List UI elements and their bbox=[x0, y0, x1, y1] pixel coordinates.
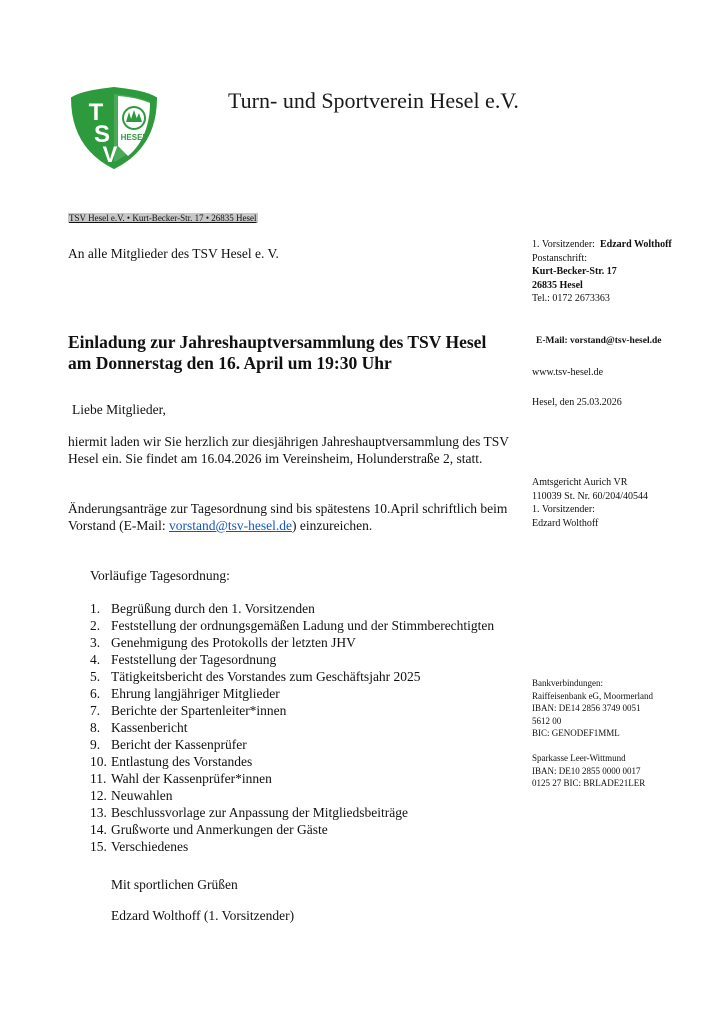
agenda-item-number: 14. bbox=[90, 822, 107, 837]
sidebar-contact bbox=[532, 238, 712, 306]
closing-phrase: Mit sportlichen Grüßen bbox=[111, 877, 238, 892]
tsv-shield-icon bbox=[68, 86, 160, 170]
bank-line: 5612 00 bbox=[532, 715, 562, 726]
agenda-item bbox=[90, 838, 494, 855]
bank-line: Bankverbindungen: bbox=[532, 678, 603, 688]
registry-line: 110039 St. Nr. 60/204/40544 bbox=[532, 490, 649, 502]
agenda-item bbox=[90, 719, 494, 736]
agenda-item bbox=[90, 702, 494, 719]
agenda-item-text: Verschiedenes bbox=[111, 839, 189, 854]
sidebar-bank-1 bbox=[532, 677, 712, 740]
agenda-item-text: Entlastung des Vorstandes bbox=[111, 754, 253, 769]
headline-line-2: am Donnerstag den 16. April um 19:30 Uhr bbox=[68, 353, 392, 373]
sidebar-bank-2 bbox=[532, 752, 712, 790]
agenda-item bbox=[90, 804, 494, 821]
registry-line: 1. Vorsitzender: bbox=[532, 504, 595, 515]
bank-line: IBAN: DE14 2856 3749 0051 bbox=[532, 703, 641, 713]
salutation: Liebe Mitglieder, bbox=[72, 402, 166, 417]
agenda-item-text: Beschlussvorlage zur Anpassung der Mitgliedsbeiträge bbox=[111, 805, 408, 820]
agenda-item-number: 8. bbox=[90, 720, 101, 735]
agenda-item-text: Kassenbericht bbox=[111, 720, 188, 735]
agenda-item-number: 12. bbox=[90, 788, 107, 803]
agenda-item-text: Genehmigung des Protokolls der letzten JHV bbox=[111, 635, 356, 650]
amendment-paragraph bbox=[68, 500, 518, 534]
postal-label: Postanschrift: bbox=[532, 252, 587, 264]
postal-street: Kurt-Becker-Str. 17 bbox=[532, 266, 617, 277]
agenda-item-number: 13. bbox=[90, 805, 107, 820]
agenda-item bbox=[90, 753, 494, 770]
email-link[interactable]: vorstand@tsv-hesel.de bbox=[169, 518, 293, 533]
bank-line: Sparkasse Leer-Wittmund bbox=[532, 753, 626, 763]
agenda-list bbox=[90, 600, 494, 855]
bank-line: Raiffeisenbank eG, Moormerland bbox=[532, 690, 654, 701]
agenda-item-text: Bericht der Kassenprüfer bbox=[111, 737, 247, 752]
chair-line bbox=[532, 238, 712, 252]
bank-line: IBAN: DE10 2855 0000 0017 bbox=[532, 765, 641, 776]
agenda-item-number: 11. bbox=[90, 771, 107, 786]
agenda-item bbox=[90, 821, 494, 838]
letter-date: Hesel, den 25.03.2026 bbox=[532, 397, 622, 408]
agenda-item-text: Feststellung der ordnungsgemäßen Ladung und der Stimmberechtigten bbox=[111, 618, 495, 633]
sidebar-website: www.tsv-hesel.de bbox=[532, 367, 604, 378]
agenda-item-text: Feststellung der Tagesordnung bbox=[111, 652, 277, 667]
agenda-item bbox=[90, 651, 494, 668]
agenda-title: Vorläufige Tagesordnung: bbox=[90, 568, 230, 583]
agenda-item-number: 3. bbox=[90, 635, 101, 650]
sidebar-email: E-Mail: vorstand@tsv-hesel.de bbox=[536, 336, 662, 346]
agenda-item bbox=[90, 685, 494, 702]
agenda-item-text: Grußworte und Anmerkungen der Gäste bbox=[111, 822, 328, 837]
agenda-item-text: Tätigkeitsbericht des Vorstandes zum Geschäftsjahr 2025 bbox=[111, 669, 421, 684]
sidebar-registry bbox=[532, 476, 712, 530]
phone-number: Tel.: 0172 2673363 bbox=[532, 293, 610, 304]
agenda-item-text: Wahl der Kassenprüfer*innen bbox=[111, 771, 272, 786]
chair-name: Edzard Wolthoff bbox=[599, 239, 672, 250]
agenda-item-number: 1. bbox=[90, 601, 101, 616]
signature: Edzard Wolthoff (1. Vorsitzender) bbox=[111, 908, 295, 923]
agenda-item-text: Neuwahlen bbox=[111, 788, 173, 803]
svg-text:T: T bbox=[88, 99, 104, 126]
letter-headline bbox=[68, 332, 486, 374]
svg-text:S: S bbox=[93, 121, 111, 148]
headline-line-1: Einladung zur Jahreshauptversammlung des TSV Hesel bbox=[68, 332, 487, 352]
club-logo bbox=[68, 86, 160, 170]
invitation-paragraph: hiermit laden wir Sie herzlich zur diesjährigen Jahreshauptversammlung des TSV Hesel ein. Sie findet am 16.04.2026 im Vereinsheim, Holunderstraße 2, statt. bbox=[68, 434, 509, 466]
agenda-item bbox=[90, 770, 494, 787]
svg-text:HESEL: HESEL bbox=[120, 133, 148, 142]
agenda-item-text: Berichte der Spartenleiter*innen bbox=[111, 703, 287, 718]
agenda-item-number: 10. bbox=[90, 754, 107, 769]
chair-label: 1. Vorsitzender: bbox=[532, 239, 595, 250]
agenda-item bbox=[90, 787, 494, 804]
agenda-item-number: 7. bbox=[90, 703, 101, 718]
sender-address-line: TSV Hesel e.V. • Kurt-Becker-Str. 17 • 26835 Hesel bbox=[69, 213, 257, 223]
postal-city: 26835 Hesel bbox=[532, 279, 583, 291]
agenda-item bbox=[90, 634, 494, 651]
agenda-item-text: Begrüßung durch den 1. Vorsitzenden bbox=[111, 601, 315, 616]
agenda-item-number: 15. bbox=[90, 839, 107, 854]
agenda-item-number: 9. bbox=[90, 737, 101, 752]
svg-text:V: V bbox=[102, 142, 118, 167]
agenda-item-number: 6. bbox=[90, 686, 101, 701]
amendment-text-end: ) einzureichen. bbox=[292, 518, 373, 533]
bank-line: 0125 27 BIC: BRLADE21LER bbox=[532, 778, 646, 788]
registry-line: Edzard Wolthoff bbox=[532, 517, 599, 529]
amendment-text: Änderungsanträge zur Tagesordnung sind bis spätestens 10.April schriftlich beim Vorstand (E-Mail: bbox=[68, 501, 508, 533]
agenda-item-number: 5. bbox=[90, 669, 101, 684]
bank-line: BIC: GENODEF1MML bbox=[532, 728, 620, 738]
agenda-item-number: 4. bbox=[90, 652, 101, 667]
registry-line: Amtsgericht Aurich VR bbox=[532, 477, 628, 488]
agenda-item-text: Ehrung langjähriger Mitglieder bbox=[111, 686, 280, 701]
recipient-address: An alle Mitglieder des TSV Hesel e. V. bbox=[68, 246, 279, 261]
agenda-item bbox=[90, 668, 494, 685]
agenda-item-number: 2. bbox=[90, 618, 101, 633]
club-name-heading: Turn- und Sportverein Hesel e.V. bbox=[228, 88, 519, 113]
agenda-item bbox=[90, 617, 494, 634]
agenda-item bbox=[90, 600, 494, 617]
agenda-item bbox=[90, 736, 494, 753]
